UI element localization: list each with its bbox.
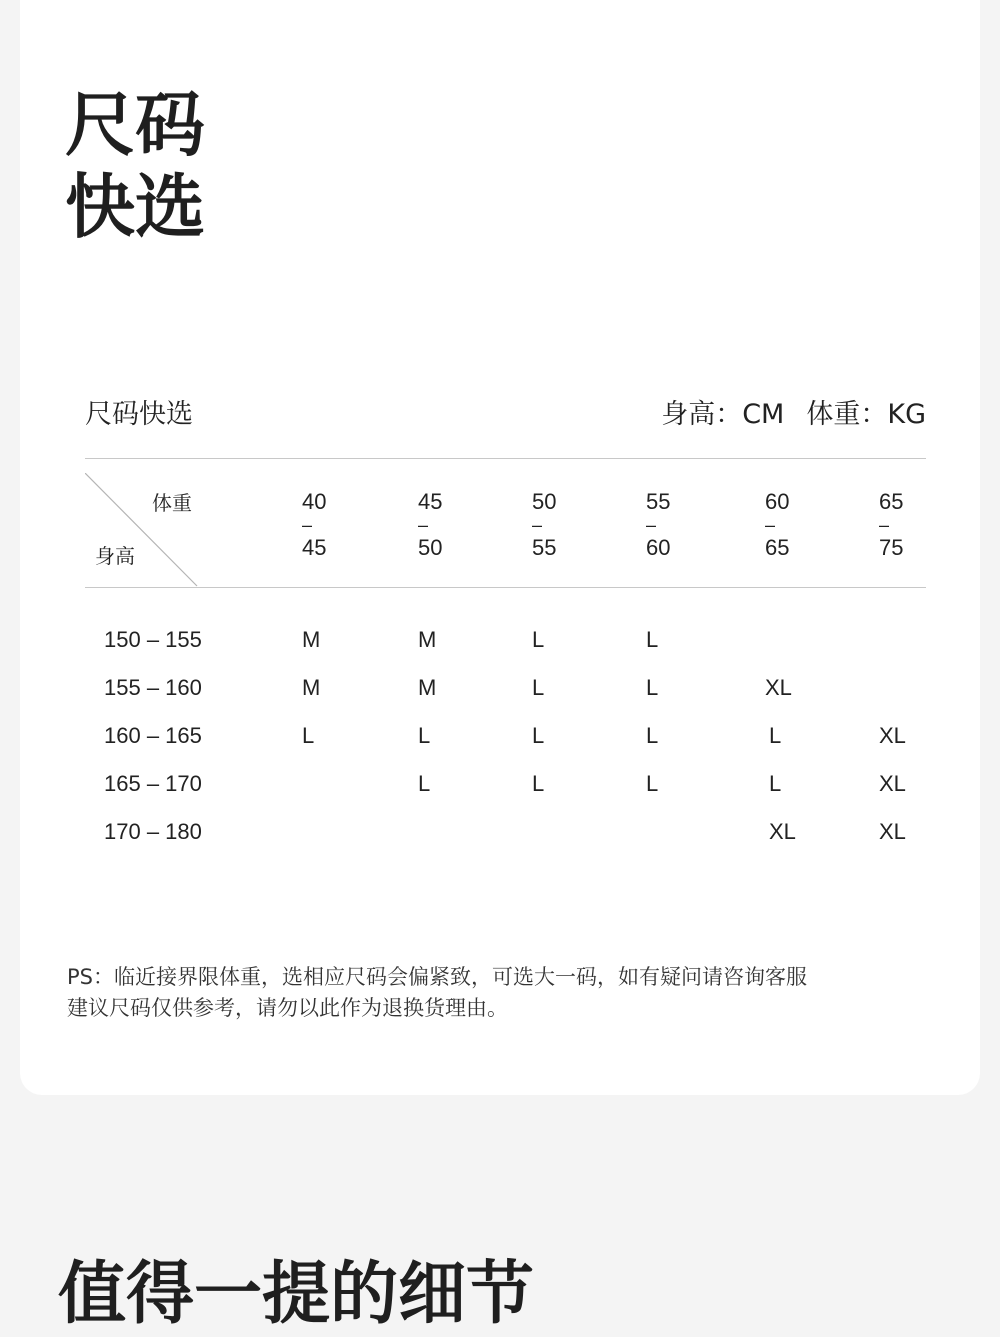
size-cell: L bbox=[532, 723, 545, 748]
height-range-label: 170 – 180 bbox=[104, 819, 202, 844]
size-cell: L bbox=[532, 675, 545, 700]
size-cell: M bbox=[418, 675, 437, 700]
height-unit-label: 身高：CM bbox=[661, 399, 785, 430]
size-cell: XL bbox=[879, 723, 906, 748]
weight-separator: – bbox=[302, 515, 313, 535]
height-range-label: 150 – 155 bbox=[104, 627, 202, 652]
weight-separator: – bbox=[532, 515, 543, 535]
weight-separator: – bbox=[646, 515, 657, 535]
size-cell: L bbox=[302, 723, 315, 748]
size-cell: L bbox=[532, 627, 545, 652]
weight-separator: – bbox=[879, 515, 890, 535]
height-range-label: 165 – 170 bbox=[104, 771, 202, 796]
weight-to: 55 bbox=[532, 535, 557, 560]
weight-from: 40 bbox=[302, 489, 327, 514]
weight-separator: – bbox=[765, 515, 776, 535]
weight-from: 60 bbox=[765, 489, 790, 514]
size-table-title: 尺码快选 bbox=[85, 399, 193, 430]
size-cell: XL bbox=[879, 771, 906, 796]
weight-to: 45 bbox=[302, 535, 327, 560]
corner-height-label: 身高 bbox=[95, 544, 135, 568]
weight-unit-label: 体重：KG bbox=[806, 399, 926, 430]
note-line-1: PS：临近接界限体重，选相应尺码会偏紧致，可选大一码，如有疑问请咨询客服 bbox=[67, 965, 807, 989]
table-top-divider bbox=[85, 458, 926, 459]
weight-column-header bbox=[646, 490, 670, 560]
weight-to: 60 bbox=[646, 535, 671, 560]
size-cell: L bbox=[532, 771, 545, 796]
height-range-label: 155 – 160 bbox=[104, 675, 202, 700]
weight-to: 50 bbox=[418, 535, 443, 560]
hero-title-line-1: 尺码 bbox=[65, 84, 205, 166]
weight-to: 65 bbox=[765, 535, 790, 560]
size-cell: L bbox=[769, 723, 782, 748]
weight-separator: – bbox=[418, 515, 429, 535]
weight-from: 55 bbox=[646, 489, 671, 514]
size-cell: L bbox=[646, 723, 659, 748]
weight-column-header bbox=[418, 490, 442, 560]
next-section-title: 值得一提的细节 bbox=[58, 1255, 535, 1334]
corner-weight-label: 体重 bbox=[152, 491, 192, 515]
size-cell: M bbox=[302, 627, 321, 652]
weight-column-header bbox=[302, 490, 326, 560]
weight-from: 50 bbox=[532, 489, 557, 514]
size-cell: M bbox=[302, 675, 321, 700]
weight-column-header bbox=[765, 490, 789, 560]
weight-to: 75 bbox=[879, 535, 904, 560]
hero-title bbox=[65, 84, 205, 248]
hero-title-line-2: 快选 bbox=[65, 166, 205, 248]
size-disclaimer-note bbox=[67, 962, 807, 1024]
size-cell: L bbox=[418, 723, 431, 748]
table-header-divider bbox=[85, 587, 926, 588]
height-range-label: 160 – 165 bbox=[104, 723, 202, 748]
size-cell: L bbox=[646, 771, 659, 796]
size-table-units bbox=[661, 392, 926, 431]
size-cell: XL bbox=[765, 675, 792, 700]
size-cell: L bbox=[646, 627, 659, 652]
size-cell: L bbox=[646, 675, 659, 700]
weight-column-header bbox=[879, 490, 903, 560]
size-cell: L bbox=[418, 771, 431, 796]
size-cell: M bbox=[418, 627, 437, 652]
size-cell: XL bbox=[879, 819, 906, 844]
weight-from: 65 bbox=[879, 489, 904, 514]
size-cell: XL bbox=[769, 819, 796, 844]
size-cell: L bbox=[769, 771, 782, 796]
weight-from: 45 bbox=[418, 489, 443, 514]
note-line-2: 建议尺码仅供参考，请勿以此作为退换货理由。 bbox=[67, 996, 508, 1020]
weight-column-header bbox=[532, 490, 556, 560]
